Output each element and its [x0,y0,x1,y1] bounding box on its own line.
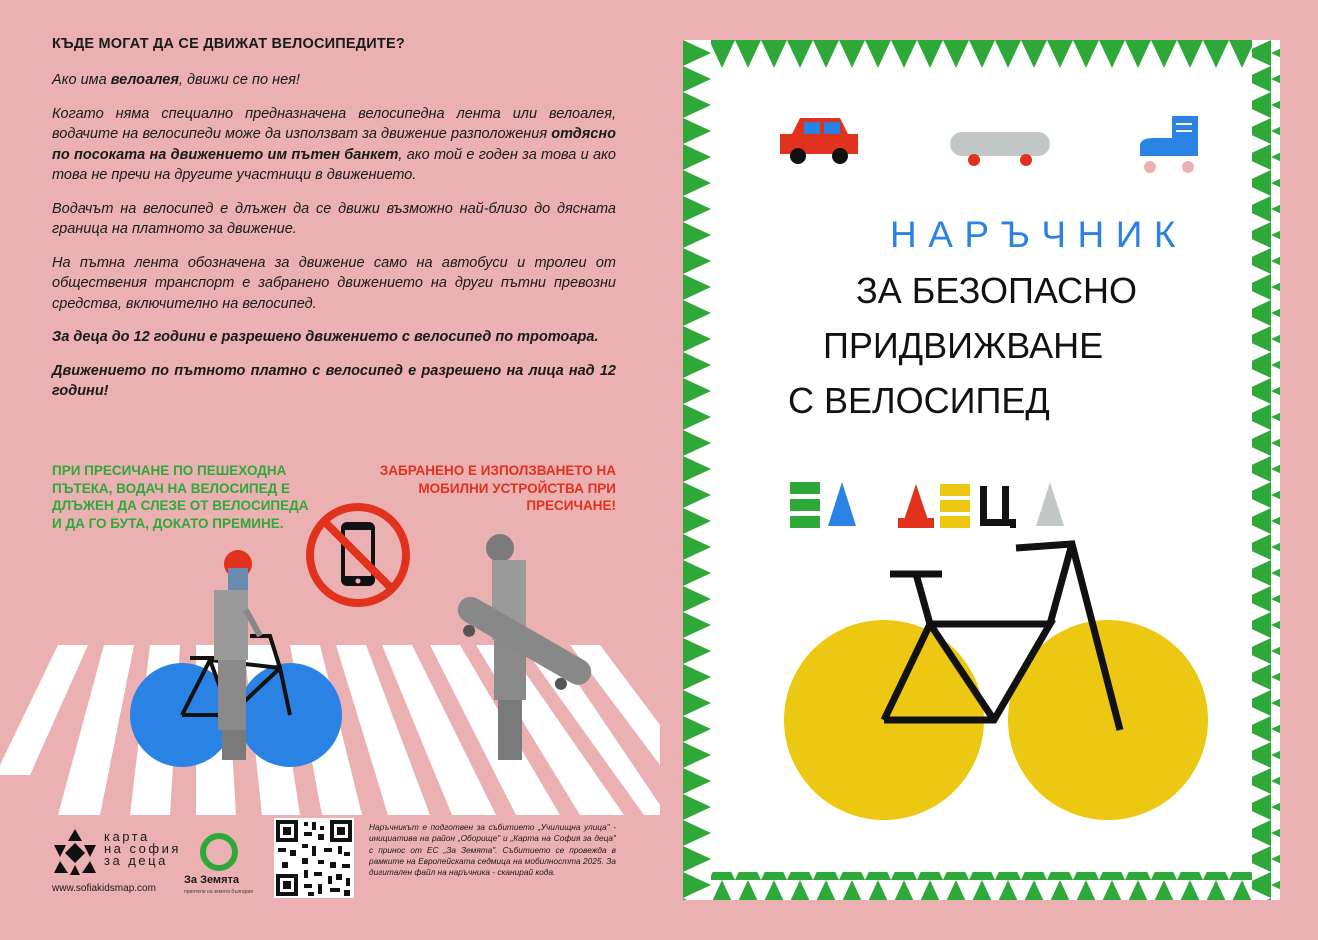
crossing-rule-note: ПРИ ПРЕСИЧАНЕ ПО ПЕШЕХОДНА ПЪТЕКА, ВОДАЧ НА ВЕЛОСИПЕД Е ДЛЪЖЕН ДА СЛЕЗЕ ОТ ВЕЛОСИПЕДА И ДА ГО БУТА, ДОКАТО ПРЕМИНЕ. [52,463,309,531]
cover-title-line2: ЗА БЕЗОПАСНО [856,270,1138,311]
paragraph-4: На пътна лента обозначена за движение само на автобуси и тролеи от обществения транспорт е забранено движението на други пътни превозни средства, включително на велосипед. [52,254,616,312]
paragraph-1: Ако има велоалея, движи се по нея! [52,72,300,88]
letter-d [898,484,934,528]
za-zemqta-logo-text: За Земята [184,874,239,886]
letter-ts [980,486,1016,528]
website-url[interactable]: www.sofiakidsmap.com [52,883,156,894]
roller-skate-icon [1136,112,1206,176]
cover-title-line3: ПРИДВИЖВАНЕ [823,325,1104,366]
paragraph-2: Когато няма специално предназначена велосипедна лента или велоалея, водачите на велосипеди може да използват за движение разположения отдясно по посоката на движението им пътен банкет, ако той е годен за това и ако това не пречи на другите участници в движението. [52,105,616,183]
sofia-kids-map-logo-text: карта на софия за деца [104,829,181,868]
child-with-bike-illustration [130,540,350,780]
phone-warning-note: ЗАБРАНЕНО Е ИЗПОЛЗВАНЕТО НА МОБИЛНИ УСТРОЙСТВА ПРИ ПРЕСИЧАНЕ! [379,463,616,513]
for-kids-stylized-title [788,482,1072,528]
qr-code-icon[interactable] [274,818,354,898]
car-icon [778,112,860,168]
paragraph-3: Водачът на велосипед е длъжен да се движи възможно най-близо до дясната граница на платното за движение. [52,200,616,237]
za-zemqta-logo-subtext: приятели на земята българия [184,889,253,895]
sofia-kids-map-logo-icon [52,827,98,877]
paragraph-5: За деца до 12 години е разрешено движението с велосипед по тротоара. [52,329,599,345]
letter-a [828,482,856,526]
paragraph-6: Движението по пътното платно с велосипед е разрешено на лица над 12 години! [52,362,616,399]
info-text-block [52,36,616,415]
letter-a2 [1036,482,1064,526]
cover-title-line4: С ВЕЛОСИПЕД [788,380,1050,421]
bicycle-illustration [780,540,1216,830]
za-zemqta-logo-icon [196,832,242,872]
project-info-note: Наръчникът е подготвен за събитието „Училищна улица" - инициатива на район „Оборище" и „Карта на София за деца" с принос от ЕС „За Земята". Събитието се провежда в рамките на Европейската седмица на мобилността 2025. За дигитален файл на наръчника - сканирай кода. [369,822,616,878]
letter-z [790,482,820,528]
person-with-skateboard-illustration [440,530,610,770]
cover-title-handbook: НАРЪЧНИК [890,214,1187,255]
letter-e [940,484,970,528]
skateboard-icon [948,128,1052,170]
page-heading: КЪДЕ МОГАТ ДА СЕ ДВИЖАТ ВЕЛОСИПЕДИТЕ? [52,36,405,52]
